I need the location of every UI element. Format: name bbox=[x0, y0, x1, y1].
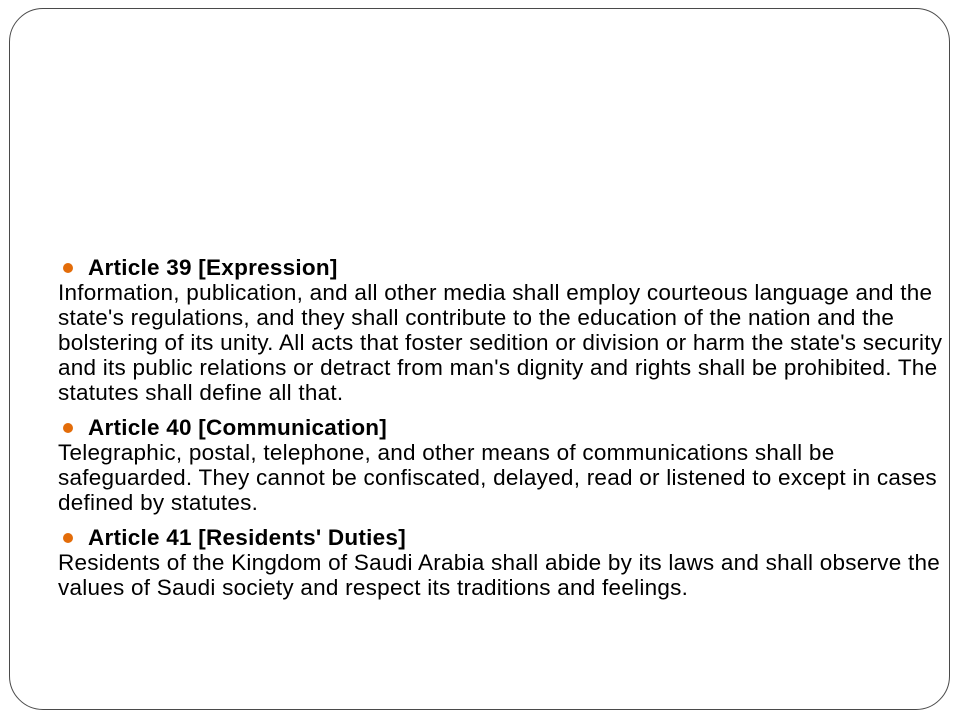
article-text: Information, publication, and all other media shall employ courteous language and the state's regulations, and they shall contribute to the education of the nation and the bolstering of its unity. All acts that foster sedition or division or harm the state's security and its public relations or detract from man's dignity and rights shall be prohibited. The statutes shall define all that. bbox=[58, 280, 943, 405]
article-text: Telegraphic, postal, telephone, and other means of communications shall be safeguarded. They cannot be confiscated, delayed, read or listened to except in cases defined by statutes. bbox=[58, 440, 937, 515]
article-39 bbox=[58, 255, 948, 405]
bullet-dot-icon bbox=[63, 263, 73, 273]
bullet-dot-icon bbox=[63, 423, 73, 433]
article-heading: Article 40 [Communication] bbox=[88, 415, 388, 440]
article-40 bbox=[58, 415, 948, 515]
slide-frame bbox=[9, 8, 950, 710]
article-41 bbox=[58, 525, 948, 600]
article-text: Residents of the Kingdom of Saudi Arabia shall abide by its laws and shall observe the values of Saudi society and respect its traditions and feelings. bbox=[58, 550, 941, 600]
slide-body bbox=[58, 255, 948, 610]
bullet-dot-icon bbox=[63, 533, 73, 543]
article-heading: Article 39 [Expression] bbox=[88, 255, 338, 280]
article-heading: Article 41 [Residents' Duties] bbox=[88, 525, 406, 550]
